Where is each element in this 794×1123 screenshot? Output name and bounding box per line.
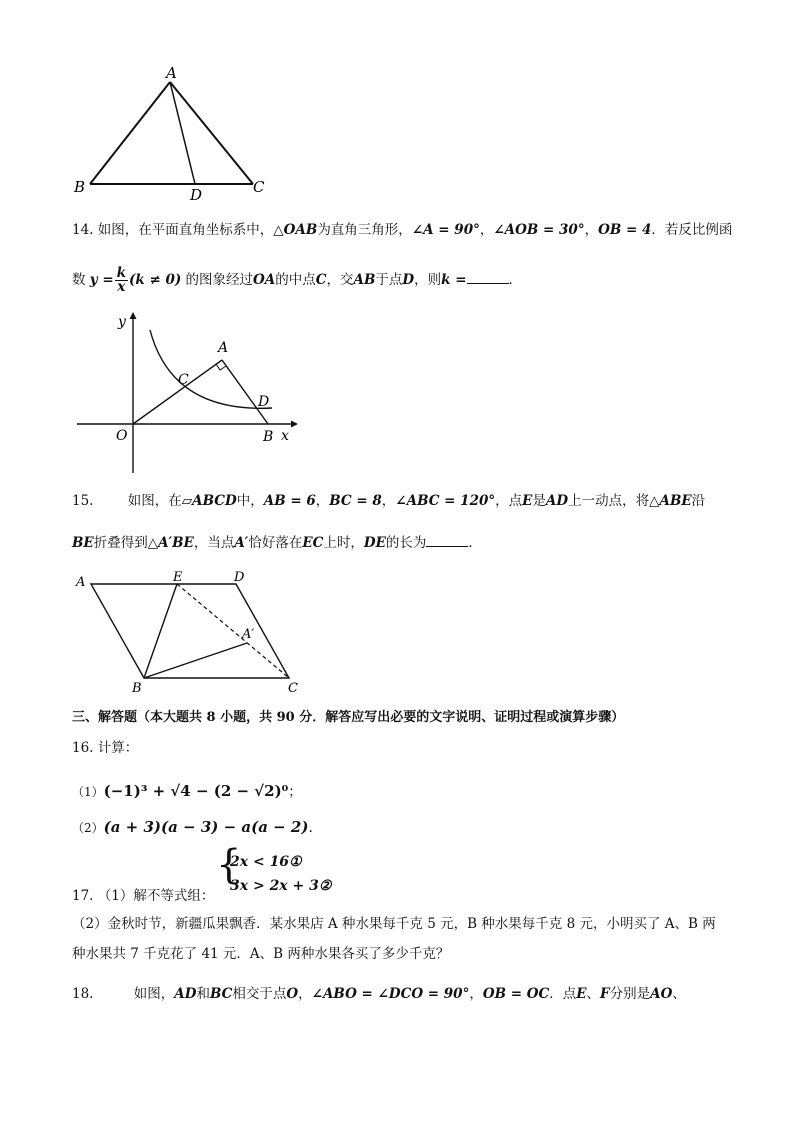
q14-line1	[72, 221, 732, 239]
q15-text: 折叠得到	[93, 535, 148, 551]
q15-line1	[72, 492, 705, 510]
q18-math-ao: AO	[650, 986, 673, 1002]
q18-text: ．点	[549, 986, 577, 1002]
label-O: O	[116, 428, 128, 444]
q16-part2-expression: (a + 3)(a − 3) − a(a − 2)	[103, 818, 309, 836]
q16-part1-label: （1）	[72, 785, 104, 799]
label-B: B	[74, 178, 86, 196]
fraction-numerator: k	[116, 265, 127, 281]
q17-part2-line1: （2）金秋时节，新疆瓜果飘香．某水果店 A 种水果每千克 5 元，B 种水果每千克 8 元，小明买了 A、B 两	[72, 916, 716, 932]
q18-text: 相交于点	[232, 986, 287, 1002]
q14-math-oa: OA	[253, 272, 276, 288]
q15-text: 如图，在	[127, 493, 182, 509]
q14-math-c: C	[315, 272, 327, 288]
q18-text: 、	[586, 986, 601, 1002]
q14-math-condition: (k ≠ 0)	[129, 272, 182, 288]
answer-blank	[467, 271, 509, 284]
q14-text: ，则	[414, 272, 442, 288]
q18-line1	[72, 985, 686, 1003]
q14-text: 如图，在平面直角坐标系中，	[97, 222, 274, 238]
label-A: A	[166, 64, 177, 82]
q14-text: 的中点	[275, 272, 316, 288]
q14-math-oab: △OAB	[273, 222, 318, 238]
q18-text: ，	[298, 986, 312, 1002]
q14-text: ，	[479, 222, 494, 238]
q15-text: 中，	[236, 493, 264, 509]
q17-part2-line2: 种水果共 7 千克花了 41 元．A、B 两种水果各买了多少千克？	[72, 946, 450, 962]
q14-text: 于点	[375, 272, 403, 288]
q15-text: 恰好落在	[248, 535, 303, 551]
label-D: D	[234, 570, 245, 585]
q14-text: 的图象经过	[185, 272, 254, 288]
q15-math-ad: AD	[545, 493, 569, 509]
q16-part1	[72, 782, 302, 801]
q18-text: 和	[196, 986, 210, 1002]
triangle-abc-figure	[70, 60, 280, 206]
q15-math-ab: AB = 6	[263, 493, 316, 509]
q15-line2	[72, 534, 482, 552]
q15-math-a-prime: A′	[234, 535, 249, 551]
q15-text: ，当点	[193, 535, 235, 551]
q15-number: 15.	[72, 493, 94, 509]
q18-math-o: O	[286, 986, 299, 1002]
q18-text: 、	[672, 986, 686, 1002]
q14-text: 为直角三角形，	[317, 222, 412, 238]
q14-text: ，	[584, 222, 599, 238]
q16-part2	[72, 818, 313, 837]
label-x: x	[281, 428, 289, 444]
answer-blank	[426, 534, 468, 547]
q17-inequality-2: 3x > 2x + 3②	[230, 878, 332, 894]
q18-math-angles: ∠ABO = ∠DCO = 90°	[311, 986, 470, 1002]
label-A-prime: A′	[242, 627, 255, 642]
q18-math-ob-oc: OB = OC	[482, 986, 550, 1002]
label-C: C	[178, 372, 189, 388]
q15-text: ，点	[495, 493, 523, 509]
q14-text: ．	[508, 272, 523, 288]
q18-text: 如图，	[133, 986, 175, 1002]
q18-math-f: F	[600, 986, 610, 1002]
q15-text: ，	[381, 493, 396, 509]
fraction-denominator: x	[117, 279, 126, 295]
coordinate-figure	[72, 308, 300, 478]
system-brace: {	[216, 842, 242, 888]
q16-part2-end: .	[308, 820, 313, 836]
q16-part1-end: ；	[288, 784, 302, 800]
label-y: y	[118, 314, 126, 330]
q16-part1-expression: (−1)³ + √4 − (2 − √2)⁰	[103, 782, 289, 800]
label-A: A	[218, 340, 229, 356]
q18-math-ad: AD	[174, 986, 197, 1002]
q15-text: 沿	[691, 493, 706, 509]
q15-text: ，	[315, 493, 330, 509]
q14-math-angle-a: ∠A = 90°	[411, 222, 480, 238]
q17-heading: 17. （1）解不等式组：	[72, 888, 215, 904]
q14-text: ．若反比例函	[651, 222, 733, 238]
section-heading: 三、解答题（本大题共 8 小题，共 90 分．解答应写出必要的文字说明、证明过程或演算步骤）	[72, 710, 625, 725]
q14-math-ob: OB = 4	[598, 222, 652, 238]
q14-number: 14.	[72, 222, 94, 238]
q18-number: 18.	[72, 986, 94, 1002]
q18-text: 分别是	[609, 986, 651, 1002]
q16-heading: 16. 计算：	[72, 740, 139, 756]
q14-math-ab: AB	[353, 272, 376, 288]
q15-math-de: DE	[363, 535, 386, 551]
q15-text: 是	[532, 493, 546, 509]
q14-math-k: k =	[441, 272, 467, 288]
q15-math-e: E	[522, 493, 533, 509]
q16-part2-label: （2）	[72, 821, 104, 835]
q15-math-a-prime-be: △A′BE	[147, 535, 194, 551]
q15-math-angle: ∠ABC = 120°	[395, 493, 496, 509]
q14-text: 数	[72, 272, 86, 288]
parallelogram-figure	[72, 566, 308, 698]
q14-text: ，交	[326, 272, 354, 288]
q15-math-parallelogram: ▱ABCD	[181, 493, 237, 509]
q18-math-e: E	[576, 986, 587, 1002]
q15-text: ．	[468, 535, 482, 551]
label-B: B	[132, 681, 142, 696]
label-A: A	[76, 575, 86, 590]
q15-text: 上一动点，将	[568, 493, 650, 509]
q14-math-y: y =	[89, 272, 114, 288]
label-D: D	[258, 394, 270, 410]
q15-text: 的长为	[385, 535, 427, 551]
q15-math-be: BE	[72, 535, 94, 551]
label-D: D	[190, 186, 203, 204]
label-C: C	[288, 681, 298, 696]
q14-line2	[72, 266, 522, 294]
q15-math-abe: △ABE	[649, 493, 692, 509]
label-C: C	[253, 178, 265, 196]
q15-math-ec: EC	[302, 535, 324, 551]
label-E: E	[173, 570, 183, 585]
q15-text: 上时，	[323, 535, 364, 551]
q14-math-d: D	[402, 272, 415, 288]
q18-math-bc: BC	[209, 986, 233, 1002]
q14-fraction	[115, 267, 128, 294]
q14-math-angle-aob: ∠AOB = 30°	[493, 222, 585, 238]
q17-inequality-1: 2x < 16①	[230, 854, 302, 870]
q18-text: ，	[469, 986, 483, 1002]
q15-math-bc: BC = 8	[329, 493, 382, 509]
label-B: B	[263, 429, 274, 445]
